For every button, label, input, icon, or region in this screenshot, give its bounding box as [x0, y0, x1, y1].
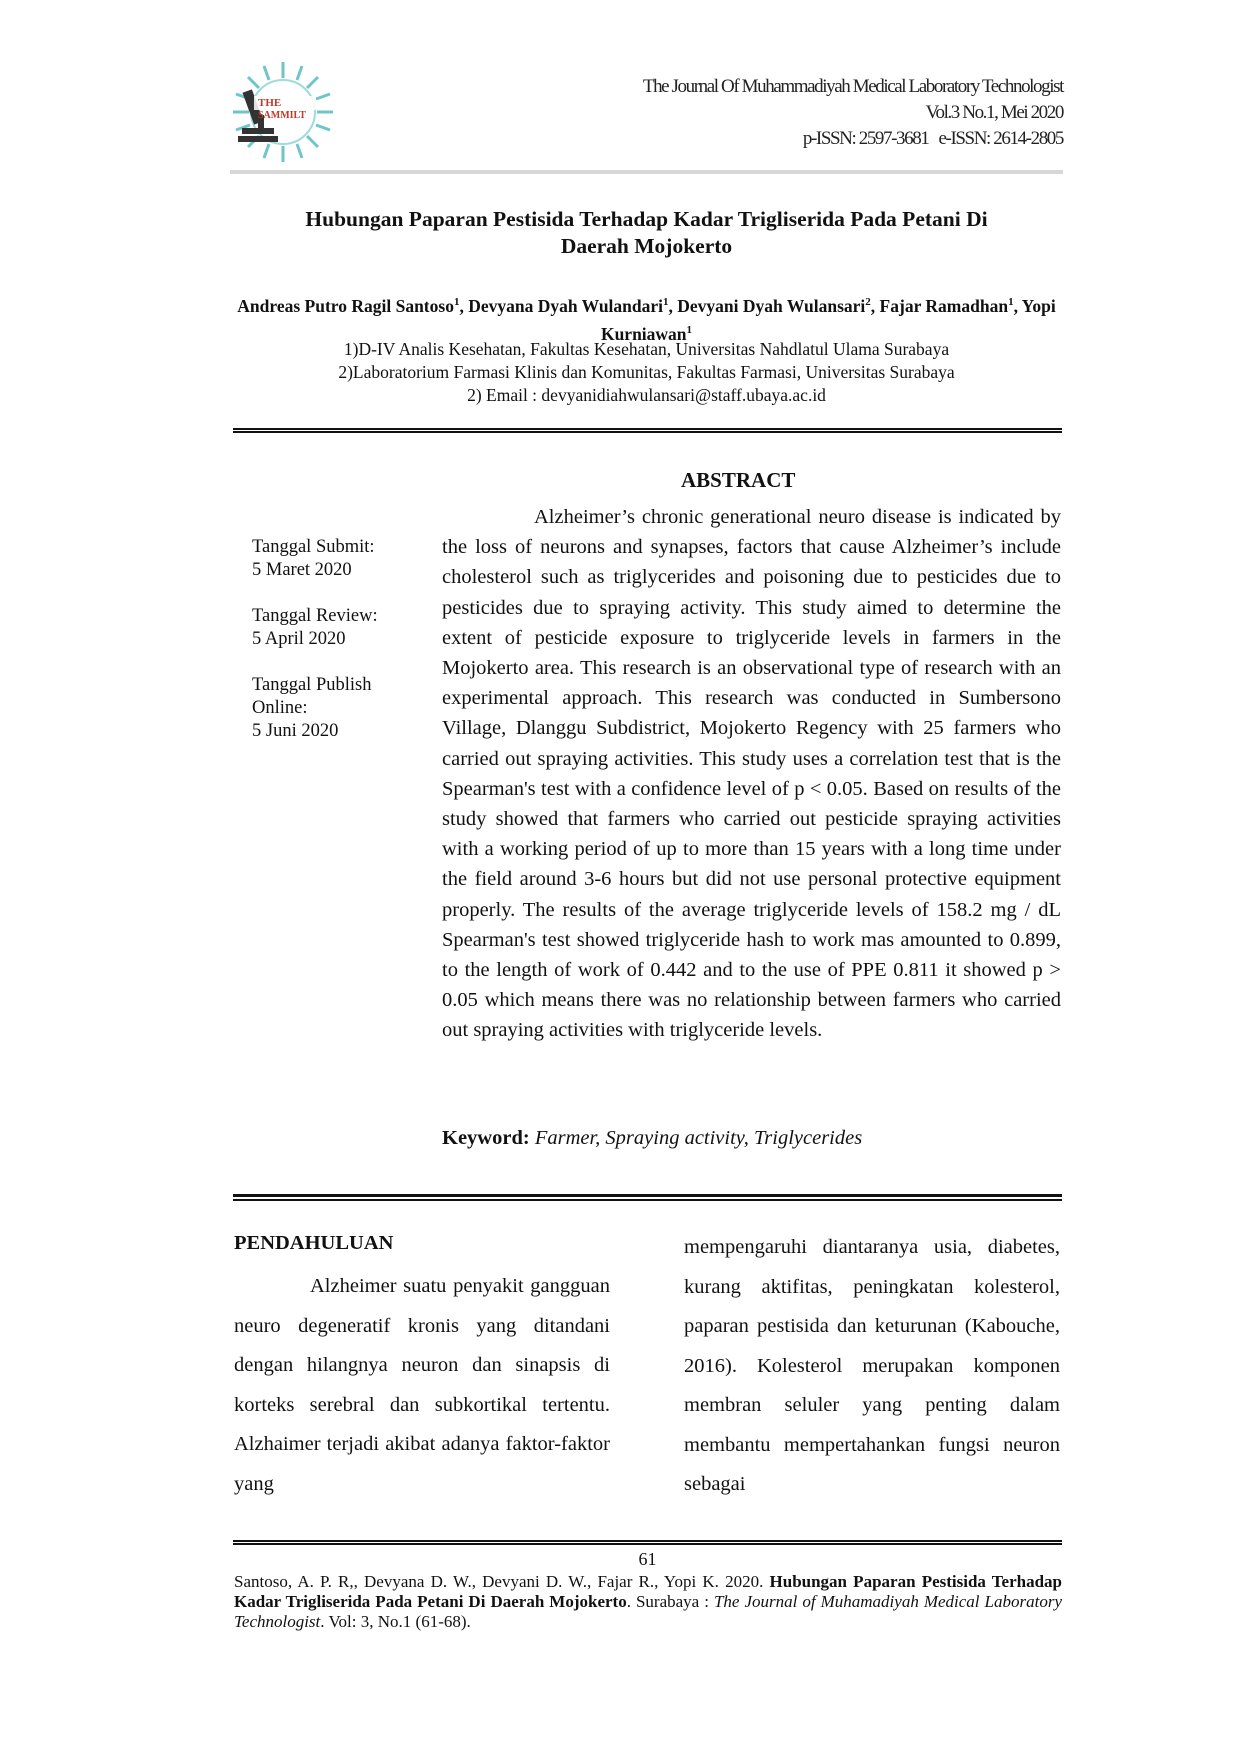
author: Fajar Ramadhan — [879, 295, 1009, 316]
keyword-values: Farmer, Spraying activity, Triglycerides — [534, 1127, 863, 1149]
page-number: 61 — [638, 1549, 657, 1569]
author-separator: , — [459, 295, 469, 316]
abstract-heading: ABSTRACT — [681, 468, 796, 492]
author: Devyani Dyah Wulansari — [677, 295, 866, 316]
citation-tail: . Vol: 3, No.1 (61-68). — [320, 1612, 471, 1631]
author-separator: , — [1013, 295, 1022, 316]
affiliations — [230, 338, 1063, 407]
author-affil-mark: 2 — [865, 296, 871, 308]
citation-title: Hubungan Paparan Pestisida Terhadap Kadar Trigliserida Pada Petani Di Daerah Mojokerto — [234, 1572, 1063, 1611]
keyword-label: Keyword: — [442, 1127, 530, 1149]
title-line-2: Daerah Mojokerto — [560, 234, 733, 258]
header-divider — [230, 170, 1063, 174]
article-title — [230, 206, 1063, 260]
citation-place: . Surabaya : — [626, 1592, 714, 1611]
review-label: Tanggal Review: — [252, 606, 378, 626]
review-value: 5 April 2020 — [252, 629, 346, 649]
submit-value: 5 Maret 2020 — [252, 560, 352, 580]
author: Devyana Dyah Wulandari — [468, 295, 664, 316]
keywords — [442, 1127, 1061, 1150]
journal-header — [643, 74, 1063, 152]
publish-value: 5 Juni 2020 — [252, 721, 339, 741]
author-separator: , — [870, 295, 880, 316]
section-heading: PENDAHULUAN — [234, 1232, 394, 1254]
review-date — [252, 605, 422, 651]
journal-name: The Journal Of Muhammadiyah Medical Laboratory Technologist — [642, 76, 1063, 97]
citation-authors: Santoso, A. P. R,, Devyana D. W., Devyani D. W., Fajar R., Yopi K. 2020. — [234, 1572, 764, 1591]
publish-label-cont: Online: — [252, 698, 308, 718]
author: Yopi Kurniawan — [600, 295, 1056, 344]
author-affil-mark: 1 — [1008, 296, 1014, 308]
author-separator: , — [668, 295, 678, 316]
sammilt-logo-icon — [228, 60, 338, 164]
journal-issn: p-ISSN: 2597-3681 e-ISSN: 2614-2805 — [802, 128, 1063, 149]
title-line-1: Hubungan Paparan Pestisida Terhadap Kadar Trigliserida Pada Petani Di — [305, 207, 988, 231]
submit-date — [252, 536, 422, 582]
body-column-right: mempengaruhi diantaranya usia, diabetes, kurang aktifitas, peningkatan kolesterol, paparan pestisida dan keturunan (Kabouche, 2016). Kolesterol merupakan komponen membran seluler yang penting dalam membantu mempertahankan fungsi neuron sebagai — [684, 1236, 1060, 1495]
author-affil-mark: 1 — [686, 323, 693, 336]
abstract-divider — [233, 1194, 1062, 1201]
publish-label: Tanggal Publish — [252, 675, 372, 695]
abstract-text: Alzheimer’s chronic generational neuro disease is indicated by the loss of neurons and synapses, factors that cause Alzheimer’s include cholesterol such as triglycerides and poisoning due to pesticides due to pesticides due to spraying activity. This study aimed to determine the extent of pesticide exposure to triglyceride levels in farmers in the Mojokerto area. This research is an observational type of research with an experimental approach. This research was conducted in Sumbersono Village, Dlanggu Subdistrict, Mojokerto Regency with 25 farmers who carried out spraying activities. This study uses a correlation test that is the Spearman's test with a confidence level of p < 0.05. Based on results of the study showed that farmers who carried out pesticide spraying activities with a working period of up to more than 15 years with a long time under the field around 3-6 hours but did not use personal protective equipment properly. The results of the average triglyceride levels of 158.2 mg / dL Spearman's test showed triglyceride hash to work mas amounted to 0.899, to the length of work of 0.442 and to the use of PPE 0.811 it showed p > 0.05 which means there was no relationship between farmers who carried out spraying activities with triglyceride levels. — [442, 506, 1061, 1042]
citation — [234, 1572, 1062, 1632]
svg-text:THE: THE — [258, 97, 282, 109]
corresponding-email: 2) Email : devyanidiahwulansari@staff.ubaya.ac.id — [467, 385, 826, 405]
publish-date — [252, 674, 422, 743]
journal-volume: Vol.3 No.1, Mei 2020 — [925, 102, 1063, 123]
citation-journal: The Journal of Muhamadiyah Medical Laboratory Technologist — [234, 1592, 1062, 1631]
author-affil-mark: 1 — [663, 296, 669, 308]
journal-logo — [228, 60, 338, 164]
affiliation-2: 2)Laboratorium Farmasi Klinis dan Komunitas, Fakultas Farmasi, Universitas Surabaya — [338, 362, 955, 382]
author: Andreas Putro Ragil Santoso — [237, 295, 454, 316]
submit-label: Tanggal Submit: — [252, 537, 375, 557]
author-affil-mark: 1 — [453, 296, 460, 308]
article-dates — [252, 536, 422, 766]
affiliation-1: 1)D-IV Analis Kesehatan, Fakultas Kesehatan, Universitas Nahdlatul Ulama Surabaya — [343, 339, 950, 359]
svg-text:SAMMILT: SAMMILT — [258, 110, 306, 121]
footer-divider — [233, 1540, 1062, 1545]
body-column-left: Alzheimer suatu penyakit gangguan neuro degeneratif kronis yang ditandani dengan hilangnya neuron dan sinapsis di korteks serebral dan subkortikal tertentu. Alzhaimer terjadi akibat adanya faktor-faktor yang — [234, 1275, 610, 1495]
title-divider — [233, 428, 1062, 433]
